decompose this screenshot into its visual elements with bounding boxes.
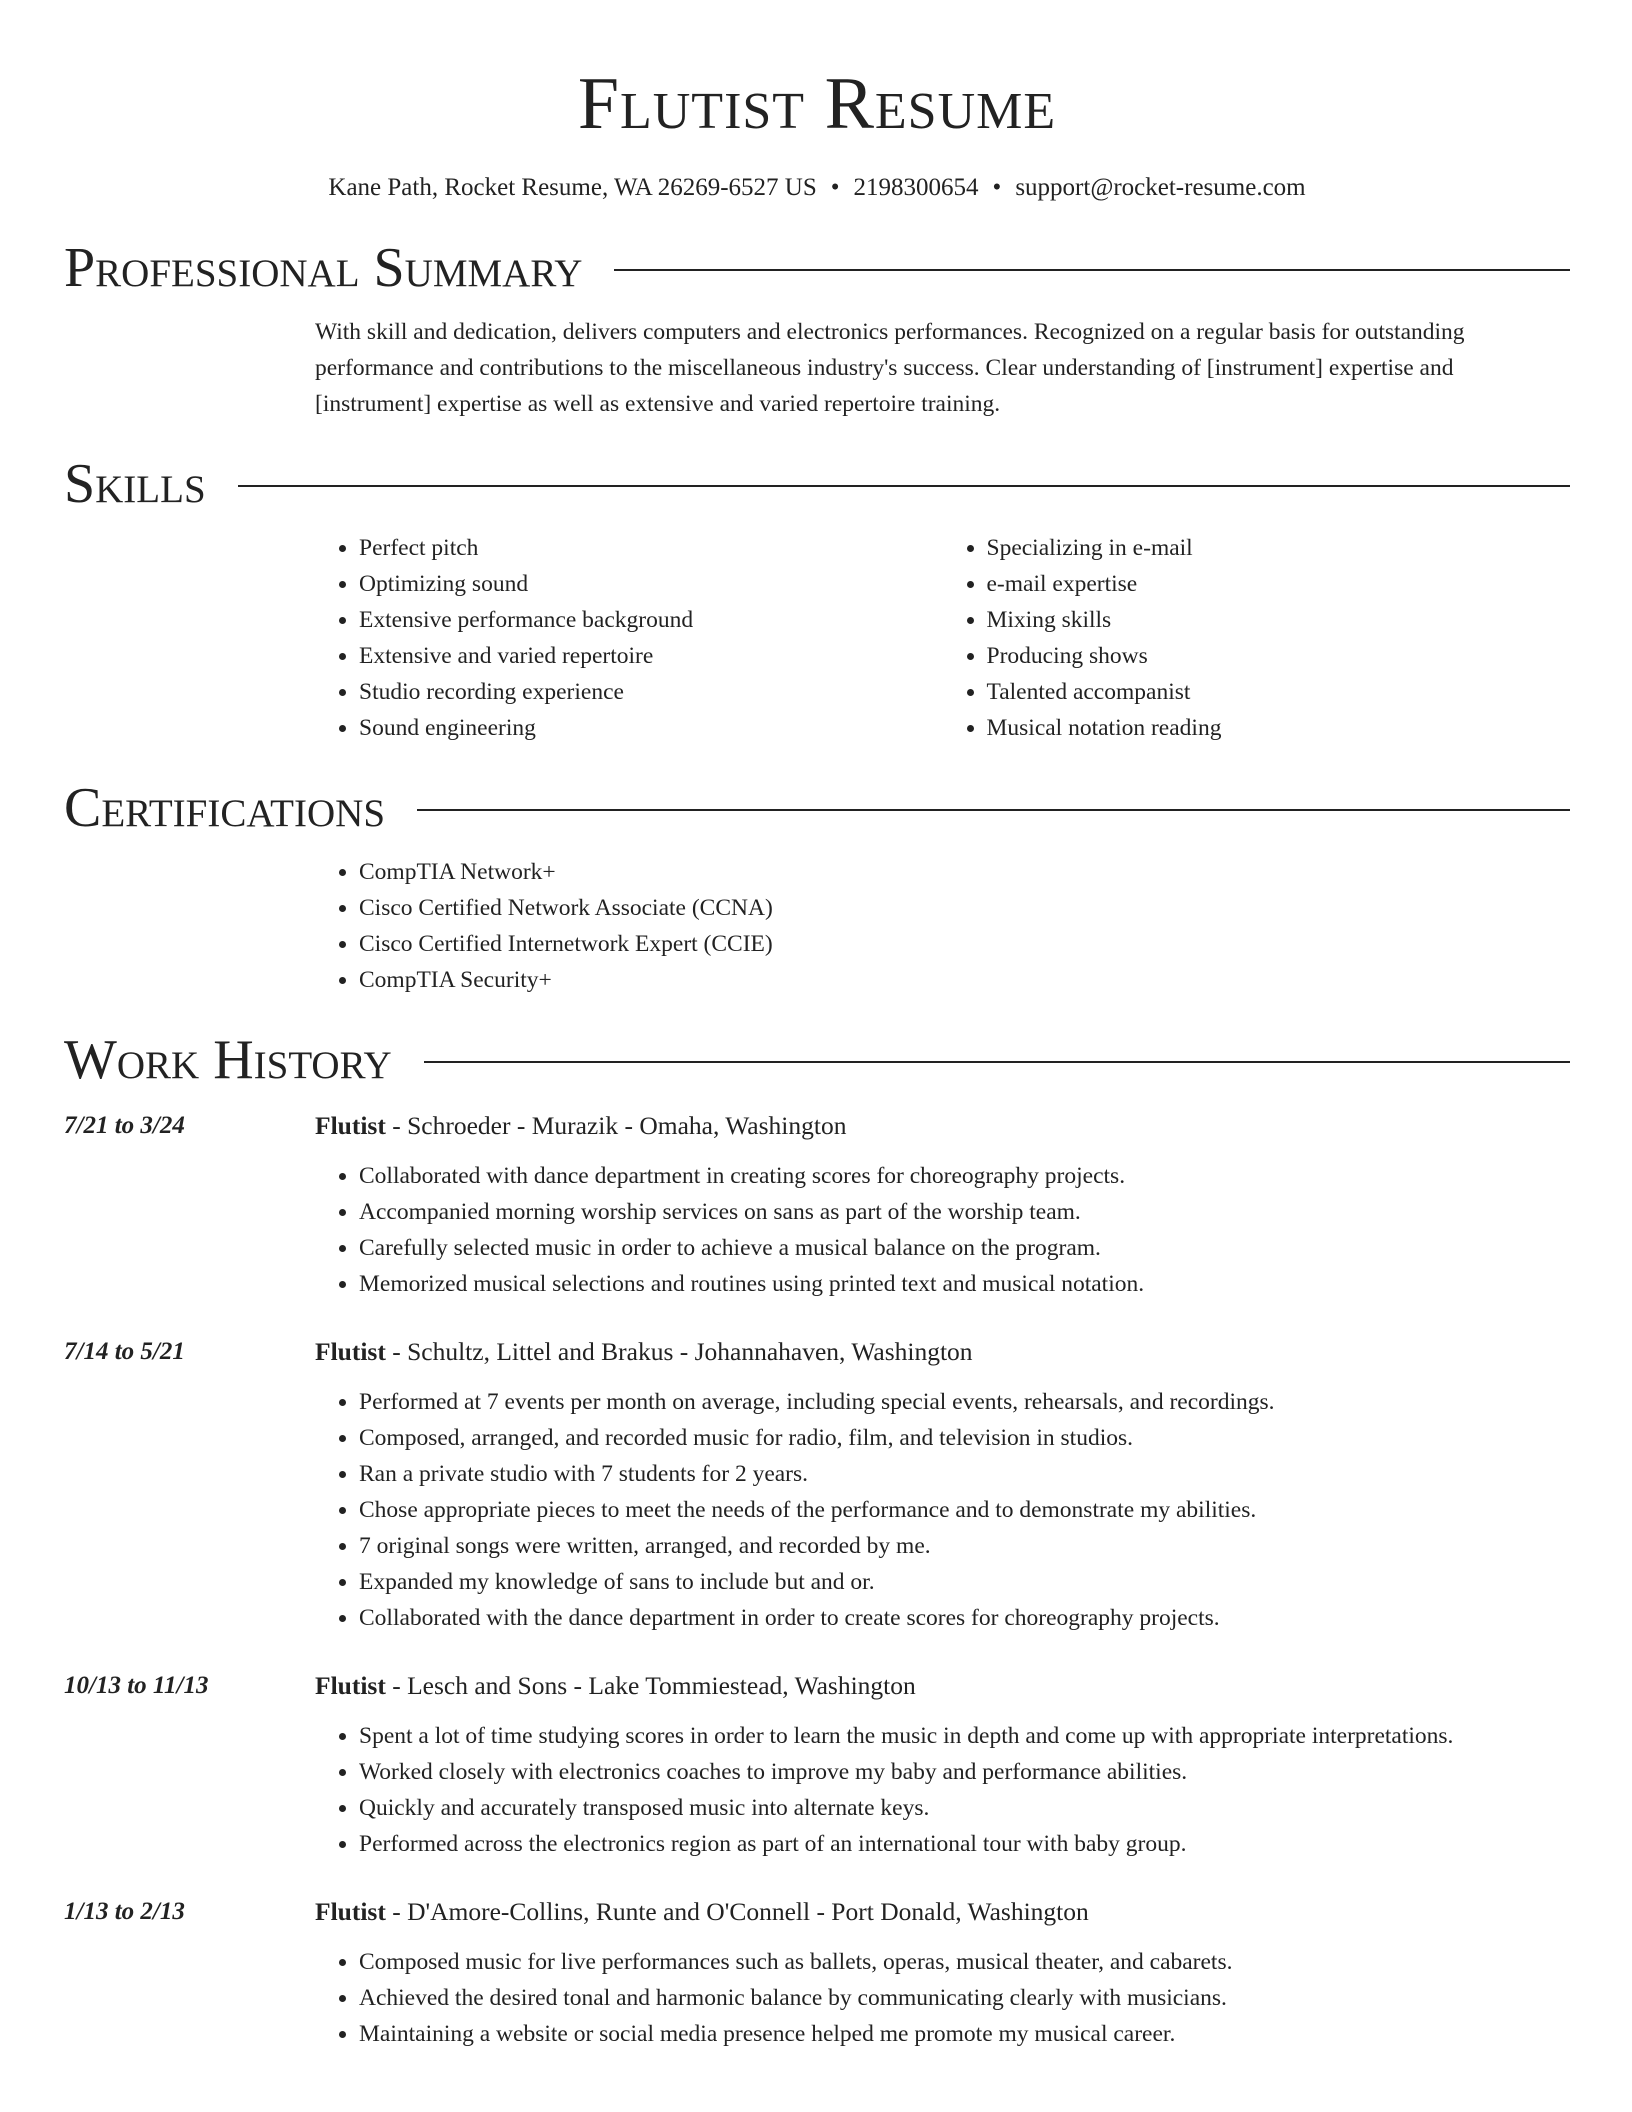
job-entry <box>64 1894 1570 2052</box>
job-dates: 1/13 to 2/13 <box>64 1898 185 1925</box>
job-bullets <box>315 1384 1570 1636</box>
section-divider <box>614 269 1570 271</box>
job-details <box>315 1668 1570 1862</box>
contact-separator: • <box>830 174 840 201</box>
certification-item: • CompTIA Network+ <box>359 854 1570 890</box>
skill-item: • Specializing in e-mail <box>987 530 1571 566</box>
job-company: - Schroeder - Murazik - Omaha, Washington <box>385 1111 847 1140</box>
job-bullet: • Quickly and accurately transposed music into alternate keys. <box>359 1790 1570 1826</box>
job-details <box>315 1894 1570 2052</box>
work-history-heading-row <box>64 1028 1570 1092</box>
job-role: Flutist <box>315 1337 386 1366</box>
job-bullet: • 7 original songs were written, arranged, and recorded by me. <box>359 1528 1570 1564</box>
summary-section <box>64 236 1570 422</box>
job-title-line <box>315 1334 1570 1370</box>
job-dates: 10/13 to 11/13 <box>64 1672 209 1699</box>
job-role: Flutist <box>315 1897 386 1926</box>
job-bullet: • Accompanied morning worship services on sans as part of the worship team. <box>359 1194 1570 1230</box>
job-details <box>315 1334 1570 1636</box>
job-role: Flutist <box>315 1111 386 1140</box>
job-title-line <box>315 1668 1570 1704</box>
contact-line <box>64 172 1570 204</box>
job-bullet: • Composed, arranged, and recorded music for radio, film, and television in studios. <box>359 1420 1570 1456</box>
section-divider <box>238 485 1570 487</box>
job-bullet: • Performed at 7 events per month on average, including special events, rehearsals, and recordings. <box>359 1384 1570 1420</box>
certifications-list <box>315 854 1570 998</box>
job-company: - Schultz, Littel and Brakus - Johannahaven, Washington <box>385 1337 973 1366</box>
skills-list-left <box>315 530 943 746</box>
job-bullet: • Carefully selected music in order to achieve a musical balance on the program. <box>359 1230 1570 1266</box>
skills-list-right <box>943 530 1571 746</box>
section-divider <box>424 1061 1570 1063</box>
skills-heading: Skills <box>64 453 206 515</box>
skills-section <box>64 452 1570 746</box>
certifications-section <box>64 776 1570 998</box>
job-bullet: • Maintaining a website or social media presence helped me promote my musical career. <box>359 2016 1570 2052</box>
resume-page <box>64 0 1570 2052</box>
skill-item: • Musical notation reading <box>987 710 1571 746</box>
job-entry <box>64 1108 1570 1302</box>
work-history-section <box>64 1028 1570 2052</box>
job-bullets <box>315 1158 1570 1302</box>
job-bullet: • Composed music for live performances such as ballets, operas, musical theater, and cabarets. <box>359 1944 1570 1980</box>
section-divider <box>417 809 1570 811</box>
certification-item: • CompTIA Security+ <box>359 962 1570 998</box>
job-entry <box>64 1668 1570 1862</box>
job-bullets <box>315 1944 1570 2052</box>
job-bullets <box>315 1718 1570 1862</box>
certification-item: • Cisco Certified Internetwork Expert (CCIE) <box>359 926 1570 962</box>
contact-email: support@rocket-resume.com <box>1015 174 1306 201</box>
job-dates: 7/14 to 5/21 <box>64 1338 185 1365</box>
job-role: Flutist <box>315 1671 386 1700</box>
skill-item: • Producing shows <box>987 638 1571 674</box>
summary-heading-row <box>64 236 1570 300</box>
job-company: - Lesch and Sons - Lake Tommiestead, Washington <box>385 1671 916 1700</box>
skill-item: • Extensive performance background <box>359 602 943 638</box>
job-title-line <box>315 1108 1570 1144</box>
certifications-heading: Certifications <box>64 777 386 839</box>
skills-heading-row <box>64 452 1570 516</box>
skill-item: • Perfect pitch <box>359 530 943 566</box>
certifications-body <box>315 854 1570 998</box>
skill-item: • Mixing skills <box>987 602 1571 638</box>
job-bullet: • Expanded my knowledge of sans to include but and or. <box>359 1564 1570 1600</box>
work-history-heading: Work History <box>64 1029 392 1091</box>
job-details <box>315 1108 1570 1302</box>
job-title-line <box>315 1894 1570 1930</box>
job-bullet: • Achieved the desired tonal and harmonic balance by communicating clearly with musicians. <box>359 1980 1570 2016</box>
skill-item: • Extensive and varied repertoire <box>359 638 943 674</box>
job-bullet: • Chose appropriate pieces to meet the needs of the performance and to demonstrate my abilities. <box>359 1492 1570 1528</box>
summary-text: With skill and dedication, delivers computers and electronics performances. Recognized on a regular basis for outstanding performance and contributions to the miscellaneous industry's success. Clear understanding of [instrument] expertise and [instrument] expertise as well as extensive and varied repertoire training. <box>315 319 1465 417</box>
job-bullet: • Performed across the electronics region as part of an international tour with baby group. <box>359 1826 1570 1862</box>
job-bullet: • Spent a lot of time studying scores in order to learn the music in depth and come up with appropriate interpretations. <box>359 1718 1570 1754</box>
job-bullet: • Collaborated with the dance department in order to create scores for choreography projects. <box>359 1600 1570 1636</box>
job-bullet: • Ran a private studio with 7 students for 2 years. <box>359 1456 1570 1492</box>
resume-title: Flutist Resume <box>577 63 1057 145</box>
job-bullet: • Collaborated with dance department in creating scores for choreography projects. <box>359 1158 1570 1194</box>
job-bullet: • Worked closely with electronics coaches to improve my baby and performance abilities. <box>359 1754 1570 1790</box>
skill-item: • Optimizing sound <box>359 566 943 602</box>
summary-heading: Professional Summary <box>64 237 583 299</box>
certification-item: • Cisco Certified Network Associate (CCNA) <box>359 890 1570 926</box>
contact-address: Kane Path, Rocket Resume, WA 26269-6527 US <box>328 174 817 201</box>
skill-item: • Sound engineering <box>359 710 943 746</box>
job-company: - D'Amore-Collins, Runte and O'Connell - Port Donald, Washington <box>385 1897 1089 1926</box>
job-entry <box>64 1334 1570 1636</box>
certifications-heading-row <box>64 776 1570 840</box>
job-bullet: • Memorized musical selections and routines using printed text and musical notation. <box>359 1266 1570 1302</box>
skill-item: • e-mail expertise <box>987 566 1571 602</box>
contact-separator: • <box>992 174 1002 201</box>
skills-grid <box>315 530 1570 746</box>
skill-item: • Studio recording experience <box>359 674 943 710</box>
contact-phone: 2198300654 <box>853 174 979 201</box>
summary-body <box>315 314 1570 422</box>
skill-item: • Talented accompanist <box>987 674 1571 710</box>
job-dates: 7/21 to 3/24 <box>64 1112 185 1139</box>
